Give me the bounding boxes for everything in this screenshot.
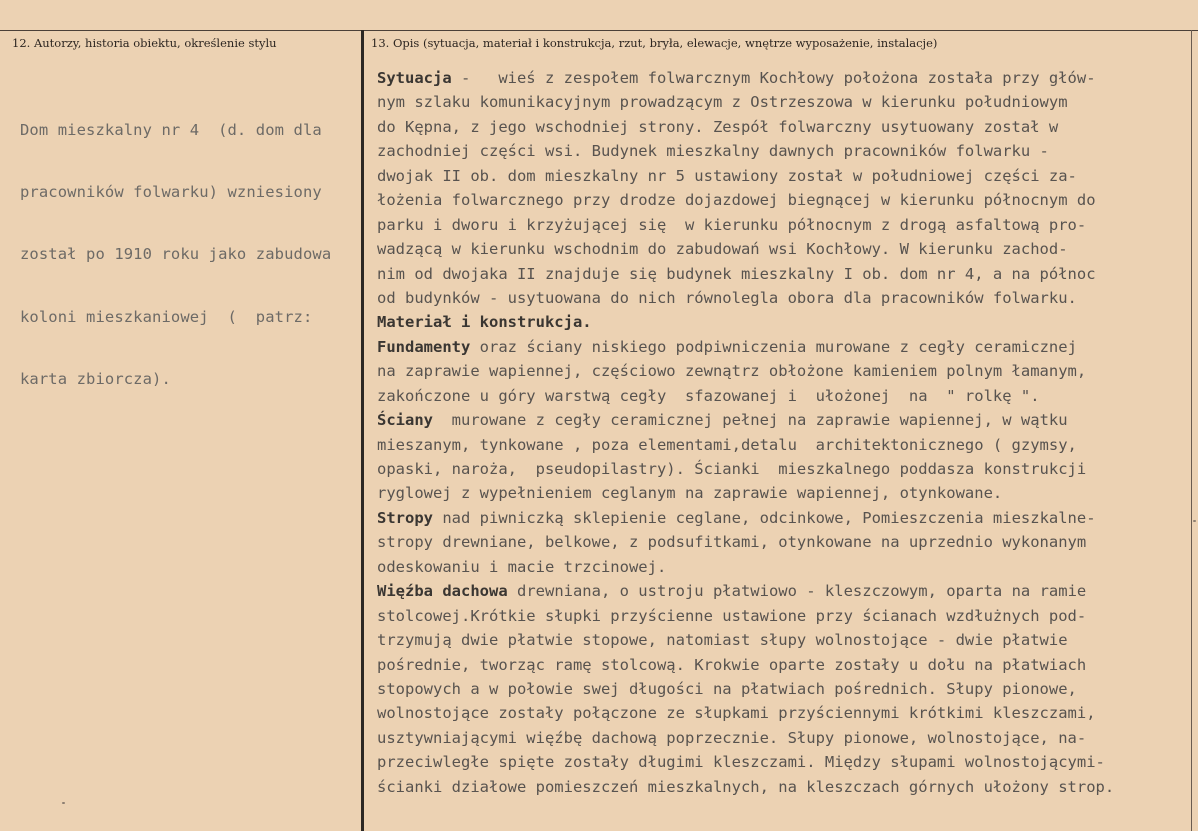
description-run: parku i dworu i krzyżującej się w kierunku północnym z drogą asfaltową pro- [377, 215, 1087, 234]
description-run: ryglowej z wypełnieniem ceglanym na zaprawie wapiennej, otynkowane. [377, 484, 1003, 503]
description-run: przeciwległe spięte zostały długimi kleszczami. Między słupami wolnostojącymi- [377, 753, 1105, 772]
card-right-edge [1191, 30, 1198, 831]
description-run: stolcowej.Krótkie słupki przyścienne ustawione przy ścianach wzdłużnych pod- [377, 606, 1087, 625]
description-line [377, 115, 1177, 139]
description-line [377, 530, 1177, 554]
description-run: dwojak II ob. dom mieszkalny nr 5 ustawiony został w południowej części za- [377, 166, 1077, 185]
description-line [377, 237, 1177, 261]
section-12-header: 12. Autorzy, historia obiektu, określenie stylu [12, 36, 277, 50]
history-line: został po 1910 roku jako zabudowa [20, 245, 332, 264]
description-run: trzymują dwie płatwie stopowe, natomiast słupy wolnostojące - dwie płatwie [377, 631, 1068, 650]
section-heading: Ściany [377, 411, 433, 430]
description-line [377, 750, 1177, 774]
description-run: nim od dwojaka II znajduje się budynek mieszkalny I ob. dom nr 4, a na północ [377, 264, 1096, 283]
description-line [377, 408, 1177, 432]
description-run: na zaprawie wapiennej, częściowo zewnątrz obłożone kamieniem polnym łamanym, [377, 362, 1087, 381]
description-line [377, 775, 1177, 799]
description-line [377, 701, 1177, 725]
description-run: zakończone u góry warstwą cegły sfazowanej i ułożonej na " rolkę ". [377, 386, 1040, 405]
description-run: oraz ściany niskiego podpiwniczenia murowane z cegły ceramicznej [470, 337, 1077, 356]
history-line: pracowników folwarku) wzniesiony [20, 182, 322, 201]
card-top-rule [0, 0, 1198, 31]
history-line: koloni mieszkaniowej ( patrz: [20, 307, 313, 326]
description-run: od budynków - usytuowana do nich równolegla obora dla pracowników folwarku. [377, 288, 1077, 307]
section-heading: Więźba dachowa [377, 582, 508, 601]
description-line [377, 726, 1177, 750]
description-line [377, 90, 1177, 114]
description-run: stopowych a w połowie swej długości na płatwiach pośrednich. Słupy pionowe, [377, 679, 1077, 698]
description-line [377, 188, 1177, 212]
description-line [377, 359, 1177, 383]
description-line [377, 262, 1177, 286]
description-line [377, 384, 1177, 408]
description-run: do Kępna, z jego wschodniej strony. Zespół folwarczny usytuowany został w [377, 117, 1059, 136]
description-run: - wieś z zespołem folwarcznym Kochłowy położona została przy głów- [451, 69, 1096, 87]
description-run: łożenia folwarcznego przy drodze dojazdowej biegnącej w kierunku północnym do [377, 191, 1096, 210]
description-line [377, 506, 1177, 530]
description-line [377, 139, 1177, 163]
section-13-header: 13. Opis (sytuacja, materiał i konstrukcja, rzut, bryła, elewacje, wnętrze wyposażenie, instalacje) [371, 36, 938, 50]
description-line [377, 628, 1177, 652]
description-line [377, 286, 1177, 310]
description-line [377, 335, 1177, 359]
section-heading: Materiał i konstrukcja. [377, 313, 592, 332]
description-run: opaski, naroża, pseudopilastry). Ścianki mieszkalnego poddasza konstrukcji [377, 460, 1087, 478]
description-line [377, 310, 1177, 334]
description-run: wolnostojące zostały połączone ze słupkami przyściennymi krótkimi kleszczami, [377, 704, 1096, 723]
description-run: murowane z cegły ceramicznej pełnej na zaprawie wapiennej, w wątku [433, 411, 1068, 430]
description-run: mieszanym, tynkowane , poza elementami,detalu architektonicznego ( gzymsy, [377, 435, 1077, 454]
description-line [377, 433, 1177, 457]
history-line: Dom mieszkalny nr 4 (d. dom dla [20, 120, 322, 139]
description-run: drewniana, o ustroju płatwiowo - kleszczowym, oparta na ramie [507, 582, 1087, 601]
description-line [377, 66, 1177, 90]
description-run: wadzącą w kierunku wschodnim do zabudowań wsi Kochłowy. W kierunku zachod- [377, 240, 1068, 259]
description-text [377, 66, 1177, 799]
section-heading: Sytuacja [377, 69, 452, 87]
section-heading: Stropy [377, 508, 433, 527]
description-run: stropy drewniane, belkowe, z podsufitkami, otynkowane na uprzednio wykonanym [377, 533, 1087, 552]
paper-speck [1193, 520, 1196, 522]
description-line [377, 653, 1177, 677]
description-line [377, 604, 1177, 628]
description-line [377, 213, 1177, 237]
description-line [377, 677, 1177, 701]
description-line [377, 481, 1177, 505]
section-heading: Fundamenty [377, 337, 471, 356]
description-line [377, 555, 1177, 579]
description-run: usztywniającymi więźbę dachową poprzecznie. Słupy pionowe, wolnostojące, na- [377, 728, 1087, 747]
description-line [377, 457, 1177, 481]
history-text [20, 78, 356, 432]
history-line: karta zbiorcza). [20, 370, 171, 389]
description-run: odeskowaniu i macie trzcinowej. [377, 557, 667, 576]
description-run: nym szlaku komunikacyjnym prowadzącym z Ostrzeszowa w kierunku południowym [377, 93, 1068, 112]
description-run: nad piwniczką sklepienie ceglane, odcinkowe, Pomieszczenia mieszkalne- [433, 508, 1096, 527]
description-line [377, 164, 1177, 188]
description-line [377, 579, 1177, 603]
column-divider [361, 30, 364, 831]
paper-speck [62, 802, 65, 804]
description-run: zachodniej części wsi. Budynek mieszkalny dawnych pracowników folwarku - [377, 142, 1049, 161]
description-run: ścianki działowe pomieszczeń mieszkalnych, na kleszczach górnych ułożony strop. [377, 777, 1115, 796]
description-run: pośrednie, tworząc ramę stolcową. Krokwie oparte zostały u dołu na płatwiach [377, 655, 1087, 674]
